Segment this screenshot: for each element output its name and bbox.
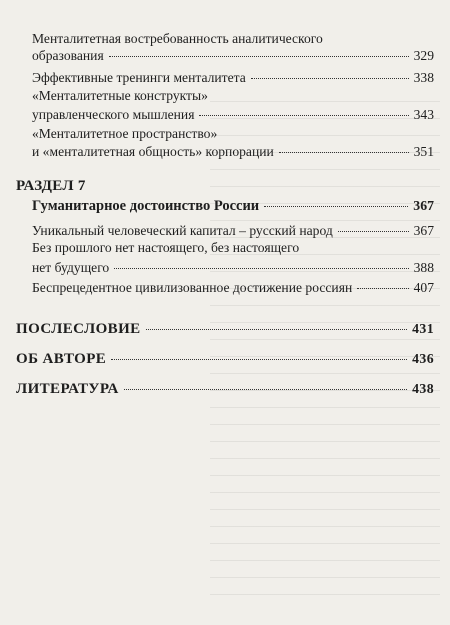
leader-dots <box>251 78 409 79</box>
toc-entry-page: 367 <box>413 223 434 238</box>
toc-entry-line: «Менталитетное пространство» <box>32 126 218 141</box>
toc-entry-title: Уникальный человеческий капитал – русский народ <box>32 223 333 238</box>
end-matter-page: 436 <box>412 351 434 366</box>
toc-entry[interactable] <box>32 223 434 239</box>
toc-entry-title: и «менталитетная общность» корпорации <box>32 144 274 159</box>
section-title-entry[interactable] <box>32 198 434 215</box>
leader-dots <box>124 389 407 390</box>
end-matter-about-author[interactable] <box>16 351 434 368</box>
toc-entry-page: 388 <box>413 260 434 275</box>
toc-entry[interactable] <box>32 107 434 123</box>
section-label: РАЗДЕЛ 7 <box>16 178 86 194</box>
toc-entry-page: 343 <box>413 107 434 122</box>
toc-entry[interactable] <box>32 260 434 276</box>
leader-dots <box>146 329 408 330</box>
end-matter-afterword[interactable] <box>16 321 434 338</box>
end-matter-label: ЛИТЕРАТУРА <box>16 381 119 397</box>
section-title: Гуманитарное достоинство России <box>32 198 260 214</box>
toc-entry-line: «Менталитетные конструкты» <box>32 88 208 103</box>
leader-dots <box>264 206 408 207</box>
toc-entry-title: нет будущего <box>32 260 110 275</box>
leader-dots <box>199 115 408 116</box>
bleed-through-text <box>210 90 440 610</box>
leader-dots <box>109 56 409 57</box>
toc-entry-line: Без прошлого нет настоящего, без настоящего <box>32 240 300 255</box>
toc-entry-page: 351 <box>413 144 434 159</box>
end-matter-literature[interactable] <box>16 381 434 398</box>
leader-dots <box>279 152 409 153</box>
end-matter-page: 438 <box>412 381 434 396</box>
toc-entry-title: Беспрецедентное цивилизованное достижение россиян <box>32 280 353 295</box>
toc-entry-page: 329 <box>413 48 434 63</box>
toc-entry-line: Менталитетная востребованность аналитического <box>32 31 323 46</box>
end-matter-label: ПОСЛЕСЛОВИЕ <box>16 321 141 337</box>
toc-entry-title: Эффективные тренинги менталитета <box>32 70 246 85</box>
leader-dots <box>114 268 408 269</box>
toc-entry[interactable] <box>32 144 434 160</box>
toc-entry-title: образования <box>32 48 104 63</box>
leader-dots <box>357 288 408 289</box>
toc-entry[interactable] <box>32 48 434 64</box>
toc-entry[interactable] <box>32 280 434 296</box>
toc-entry-page: 338 <box>413 70 434 85</box>
section-title-page: 367 <box>413 198 434 213</box>
leader-dots <box>338 231 409 232</box>
end-matter-label: ОБ АВТОРЕ <box>16 351 107 367</box>
toc-entry-title: управленческого мышления <box>32 107 195 122</box>
toc-entry-page: 407 <box>413 280 434 295</box>
leader-dots <box>111 359 407 360</box>
end-matter-page: 431 <box>412 321 434 336</box>
toc-entry[interactable] <box>32 70 434 86</box>
